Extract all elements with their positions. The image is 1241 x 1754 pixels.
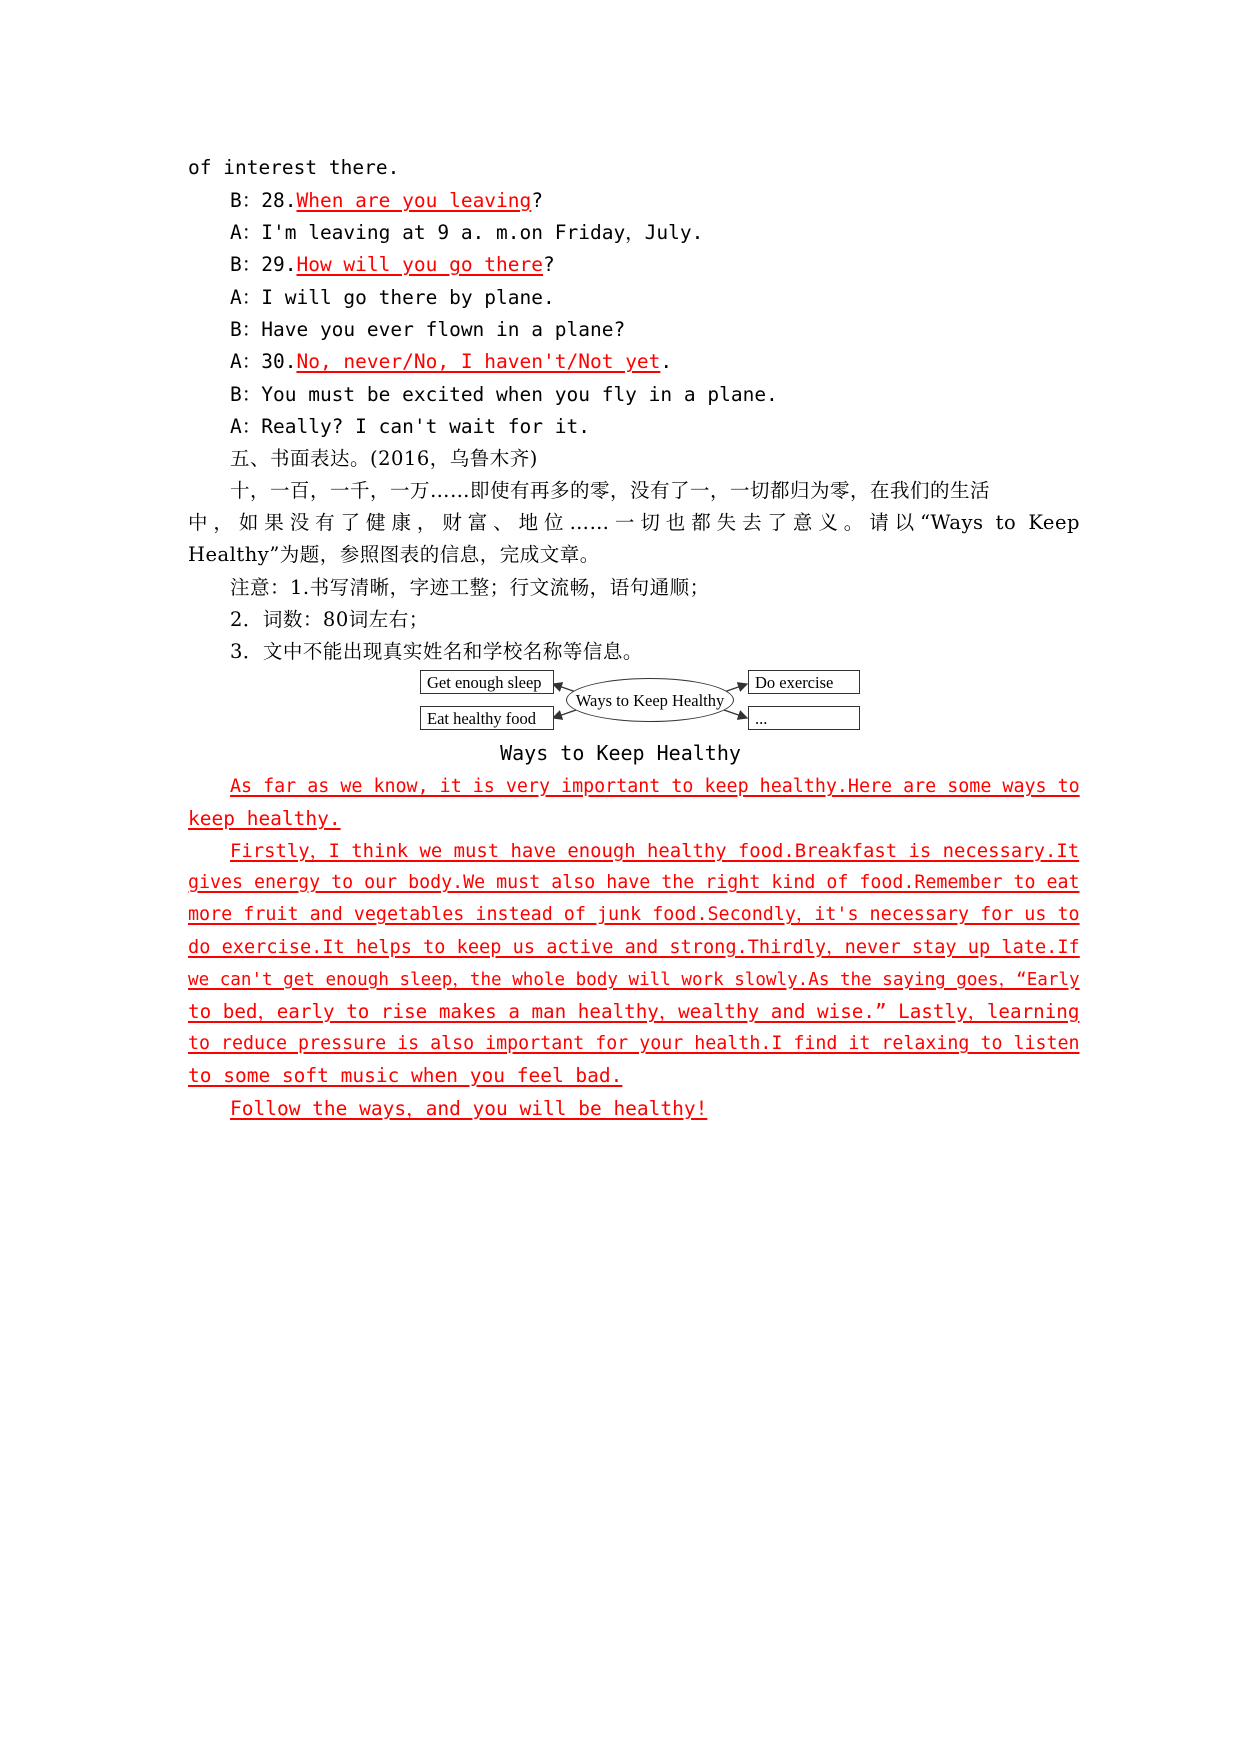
- prompt-line-1: 十，一百，一千，一万……即使有再多的零，没有了一，一切都归为零，在我们的生活: [230, 479, 991, 502]
- box-more: ...: [748, 706, 860, 730]
- q28-answer: When are you leaving: [296, 189, 532, 212]
- q29-answer: How will you go there: [296, 253, 544, 276]
- arrow-to-more: [724, 710, 747, 718]
- prompt-line-2: 中，如果没有了健康，财富、地位……一切也都失去了意义。请以“Ways to Keep: [188, 511, 1080, 534]
- q30-prefix: A：30.: [230, 350, 297, 373]
- writing-heading: 五、书面表达。(2016，乌鲁木齐): [230, 447, 538, 470]
- dialogue-line-really: A：Really? I can't wait for it.: [230, 415, 590, 438]
- q28-prefix: B：28.: [230, 189, 297, 212]
- essay-line: we can't get enough sleep，the whole body will work slowly.As the saying goes，“Early: [188, 970, 1080, 990]
- essay-line: gives energy to our body.We must also have the right kind of food.Remember to eat: [188, 872, 1080, 893]
- essay-title: Ways to Keep Healthy: [500, 741, 741, 765]
- dialogue-line-flown: B：Have you ever flown in a plane?: [230, 318, 626, 341]
- box-eat-healthy-food: Eat healthy food: [420, 706, 554, 730]
- q28-suffix: ?: [531, 189, 544, 212]
- essay-line: do exercise.It helps to keep us active and strong.Thirdly，never stay up late.If: [188, 937, 1080, 958]
- prompt-line-3: Healthy”为题，参照图表的信息，完成文章。: [188, 543, 600, 566]
- q29-prefix: B：29.: [230, 253, 297, 276]
- dialogue-line-plane: A：I will go there by plane.: [230, 286, 555, 309]
- q29-suffix: ?: [543, 253, 555, 276]
- essay-line: to reduce pressure is also important for your health.I find it relaxing to listen: [188, 1033, 1080, 1054]
- essay-line: As far as we know, it is very important to keep healthy.Here are some ways to: [230, 776, 1080, 797]
- mind-map-diagram: [420, 668, 860, 736]
- center-oval: Ways to Keep Healthy: [566, 678, 734, 722]
- essay-line: keep healthy.: [188, 807, 341, 830]
- box-do-exercise: Do exercise: [748, 670, 860, 694]
- essay-line: more fruit and vegetables instead of junk food.Secondly，it's necessary for us to: [188, 904, 1080, 925]
- dialogue-line-leaving: A：I'm leaving at 9 a. m.on Friday，July.: [230, 221, 704, 244]
- essay-line: to bed，early to rise makes a man healthy，wealthy and wise.” Lastly，learning: [188, 1000, 1080, 1023]
- essay-line: Follow the ways，and you will be healthy!: [230, 1097, 708, 1120]
- q30-suffix: .: [660, 350, 673, 373]
- dialogue-line-excited: B：You must be excited when you fly in a plane.: [230, 383, 778, 406]
- box-get-enough-sleep: Get enough sleep: [420, 670, 554, 694]
- note-1: 注意：1.书写清晰，字迹工整；行文流畅，语句通顺；: [230, 576, 710, 599]
- q30-answer: No, never/No, I haven't/Not yet: [296, 350, 661, 373]
- note-2: 2．词数：80词左右；: [230, 608, 429, 631]
- note-3: 3．文中不能出现真实姓名和学校名称等信息。: [230, 640, 643, 663]
- arrow-to-food: [553, 710, 576, 718]
- dialogue-line-28: [230, 188, 543, 214]
- intro-tail: of interest there.: [188, 156, 400, 179]
- essay-line: to some soft music when you feel bad.: [188, 1064, 623, 1087]
- dialogue-line-29: [230, 252, 555, 278]
- dialogue-line-30: [230, 349, 672, 375]
- essay-line: Firstly，I think we must have enough healthy food.Breakfast is necessary.It: [230, 840, 1080, 862]
